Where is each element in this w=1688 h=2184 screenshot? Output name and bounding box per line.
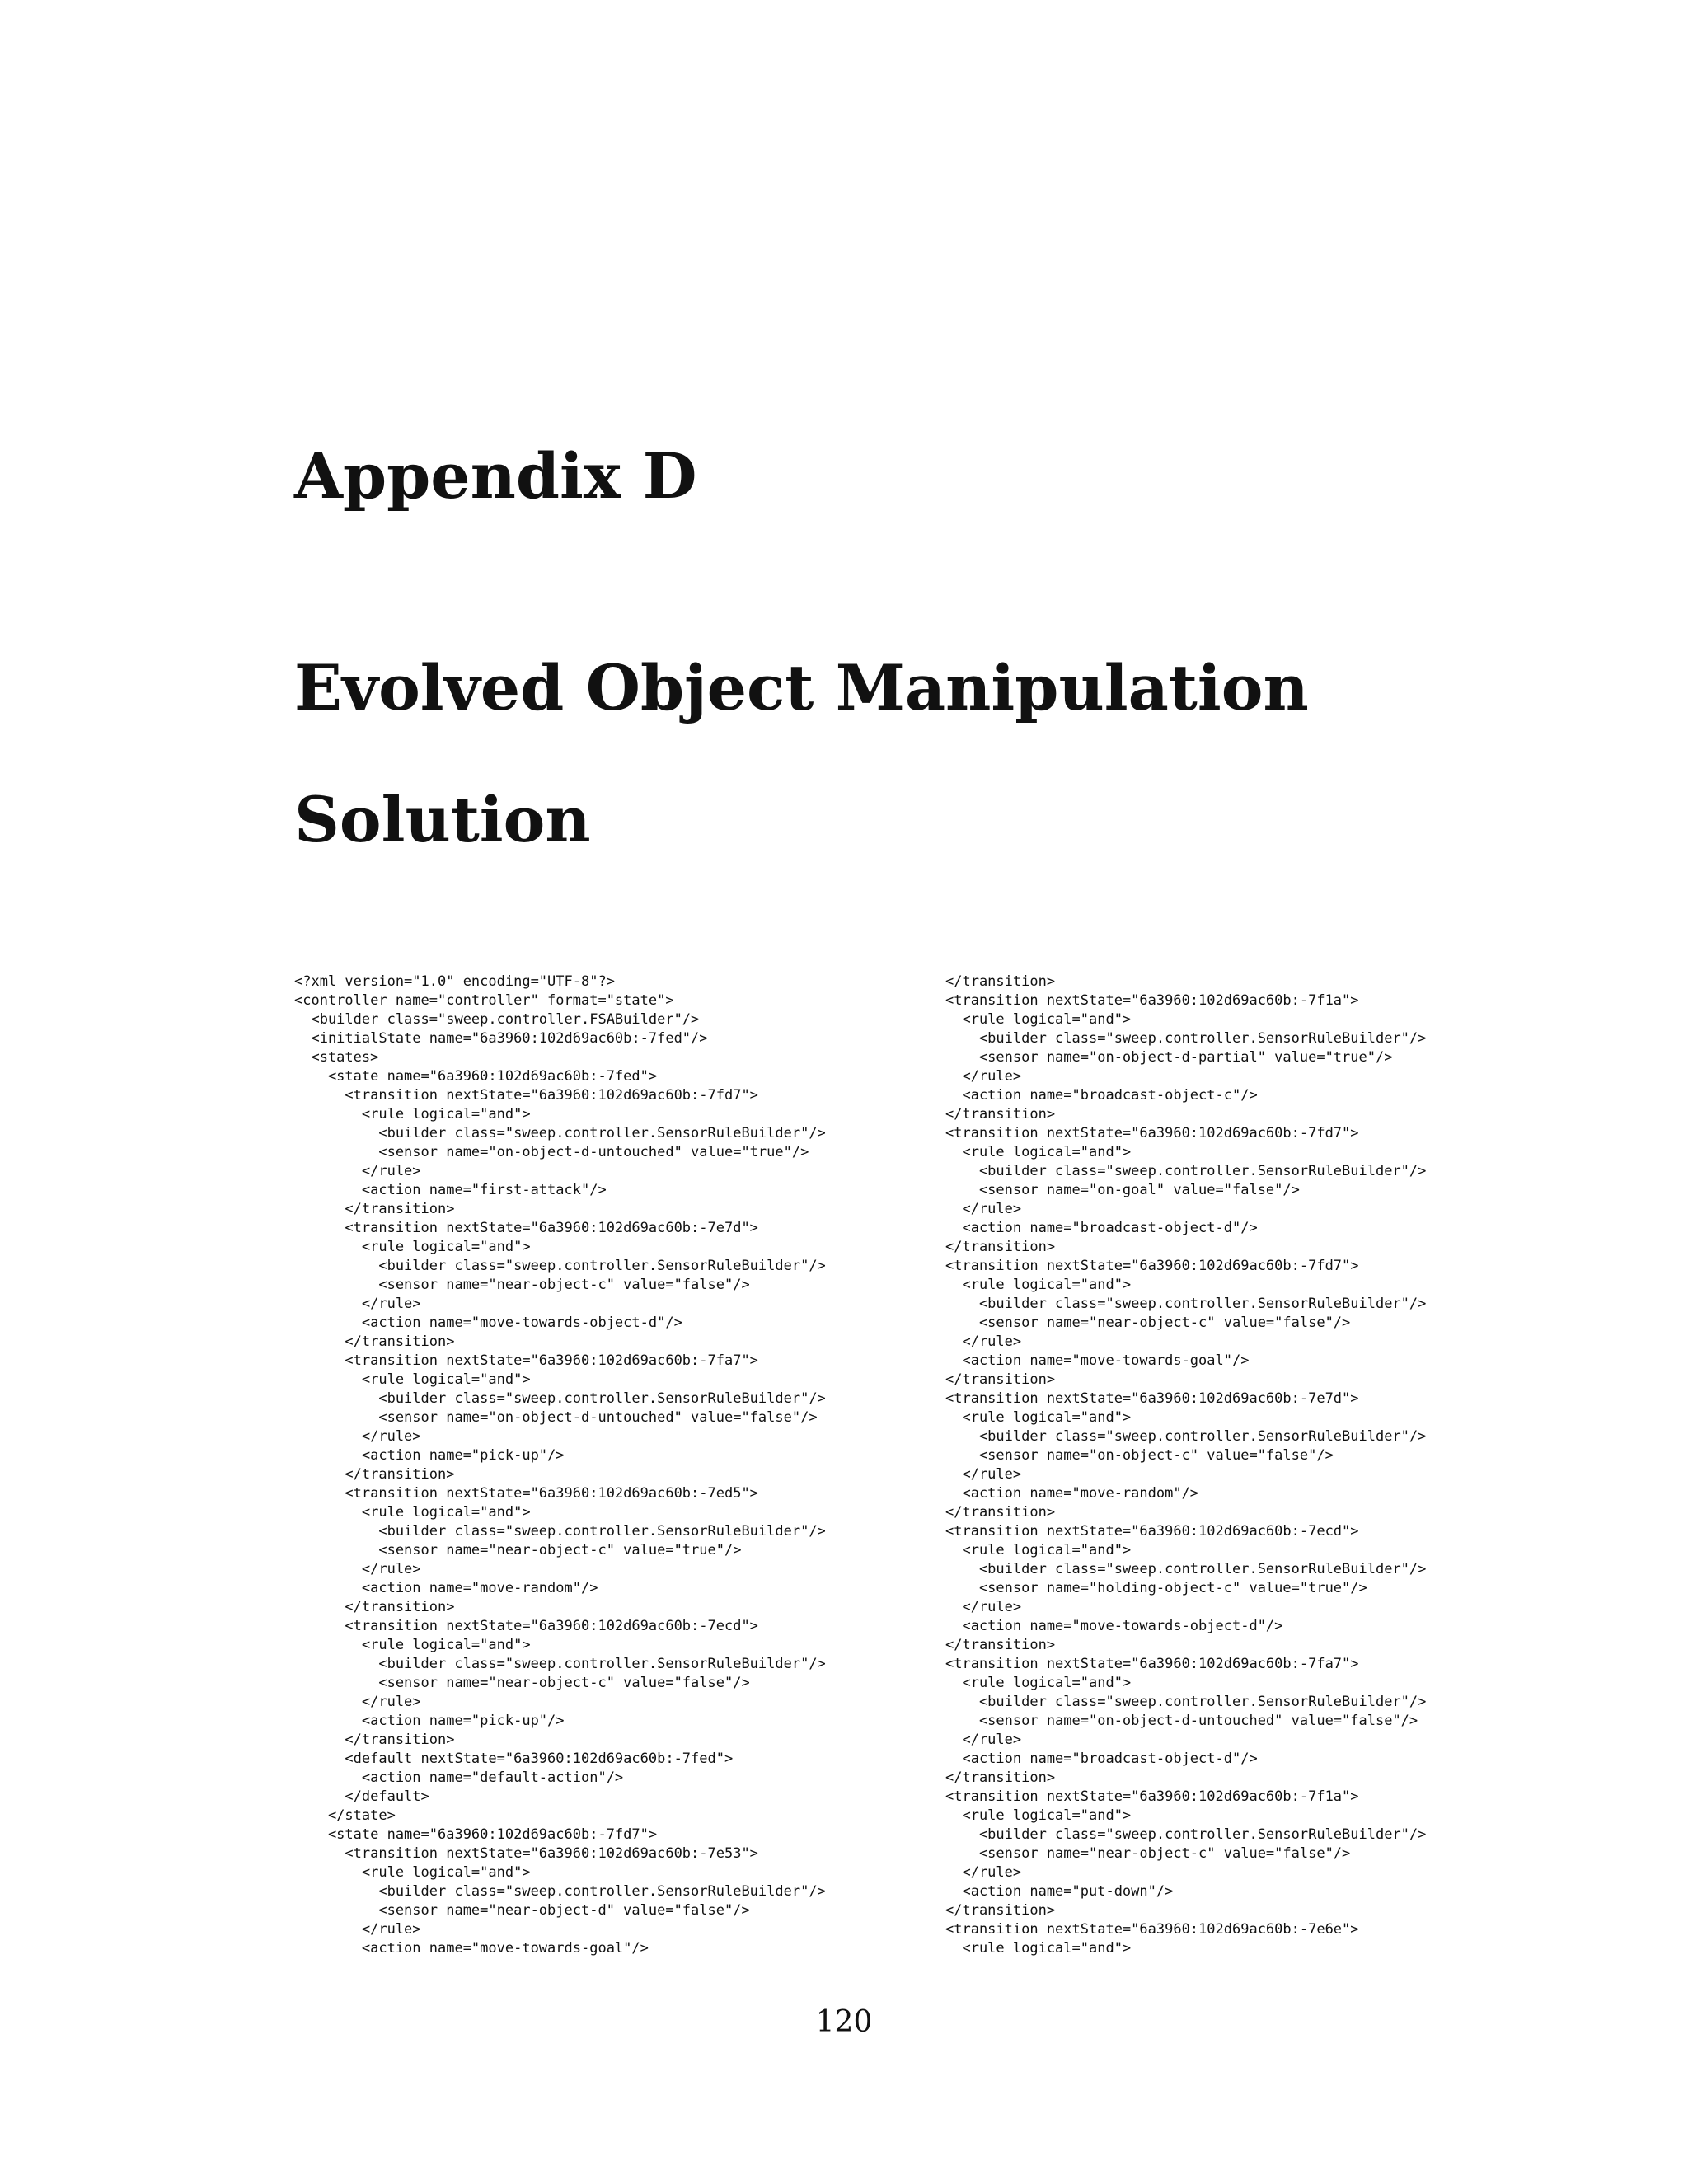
code-line: <rule logical="and"> [945,1011,1132,1028]
code-line: <rule logical="and"> [294,1864,531,1881]
code-line: <sensor name="near-object-c" value="false"/> [294,1277,750,1293]
code-line: <builder class="sweep.controller.SensorRuleBuilder"/> [945,1694,1427,1710]
code-line: <rule logical="and"> [945,1675,1132,1691]
code-line: </transition> [294,1201,455,1217]
appendix-label: Appendix D [294,439,697,513]
code-line: </rule> [945,1068,1022,1085]
code-line: <builder class="sweep.controller.SensorRuleBuilder"/> [294,1656,826,1672]
code-line: <sensor name="on-object-d-partial" value="true"/> [945,1049,1393,1066]
code-line: <rule logical="and"> [294,1637,531,1653]
code-line: </transition> [945,1504,1056,1521]
code-line: <builder class="sweep.controller.SensorRuleBuilder"/> [945,1826,1427,1843]
code-line: </rule> [945,1599,1022,1615]
code-line: <builder class="sweep.controller.SensorRuleBuilder"/> [294,1883,826,1900]
code-line: <transition nextState="6a3960:102d69ac60b:-7fa7"> [945,1656,1359,1672]
code-line: <action name="move-random"/> [294,1580,598,1596]
code-line: </transition> [294,1333,455,1350]
code-line: <action name="put-down"/> [945,1883,1174,1900]
page-number: 120 [815,2005,873,2039]
code-listing-left-column [294,972,921,1958]
code-line: <action name="pick-up"/> [294,1447,565,1464]
code-line: <transition nextState="6a3960:102d69ac60b:-7ecd"> [945,1523,1359,1540]
code-line: <transition nextState="6a3960:102d69ac60b:-7fd7"> [294,1087,758,1104]
code-line: <builder class="sweep.controller.SensorRuleBuilder"/> [945,1030,1427,1047]
code-line: </rule> [294,1163,421,1179]
code-line: <sensor name="on-goal" value="false"/> [945,1182,1300,1198]
code-line: <rule logical="and"> [294,1106,531,1122]
code-line: </rule> [945,1201,1022,1217]
code-line: <transition nextState="6a3960:102d69ac60b:-7e7d"> [945,1390,1359,1407]
code-line: <transition nextState="6a3960:102d69ac60b:-7ed5"> [294,1485,758,1502]
code-line: <default nextState="6a3960:102d69ac60b:-7fed"> [294,1750,734,1767]
code-line: <builder class="sweep.controller.FSABuilder"/> [294,1011,700,1028]
code-line: <rule logical="and"> [945,1277,1132,1293]
code-line: </rule> [294,1694,421,1710]
code-line: <transition nextState="6a3960:102d69ac60b:-7fd7"> [945,1258,1359,1274]
code-line: <action name="move-random"/> [945,1485,1199,1502]
code-line: <builder class="sweep.controller.SensorRuleBuilder"/> [294,1258,826,1274]
code-line: </transition> [945,973,1056,990]
code-line: <initialState name="6a3960:102d69ac60b:-7fed"/> [294,1030,708,1047]
code-line: </state> [294,1807,396,1824]
code-line: <builder class="sweep.controller.SensorRuleBuilder"/> [945,1163,1427,1179]
code-line: <action name="broadcast-object-d"/> [945,1750,1258,1767]
code-line: <?xml version="1.0" encoding="UTF-8"?> [294,973,615,990]
code-line: </rule> [294,1921,421,1938]
code-line: </rule> [294,1296,421,1312]
code-line: <builder class="sweep.controller.SensorRuleBuilder"/> [945,1561,1427,1577]
code-line: <state name="6a3960:102d69ac60b:-7fd7"> [294,1826,658,1843]
code-line: <sensor name="near-object-c" value="false"/> [294,1675,750,1691]
code-line: <action name="move-towards-object-d"/> [945,1618,1283,1634]
code-line: <builder class="sweep.controller.SensorRuleBuilder"/> [294,1125,826,1141]
code-line: <builder class="sweep.controller.SensorRuleBuilder"/> [294,1523,826,1540]
code-line: <states> [294,1049,379,1066]
code-line: </transition> [945,1371,1056,1388]
code-line: <action name="broadcast-object-c"/> [945,1087,1258,1104]
code-line: </transition> [945,1769,1056,1786]
code-line: <transition nextState="6a3960:102d69ac60b:-7f1a"> [945,992,1359,1009]
code-line: </rule> [945,1864,1022,1881]
code-line: </rule> [945,1466,1022,1483]
code-line: </default> [294,1788,429,1805]
code-line: </transition> [294,1599,455,1615]
code-line: <transition nextState="6a3960:102d69ac60b:-7e7d"> [294,1220,758,1236]
code-line: <rule logical="and"> [294,1504,531,1521]
code-line: <sensor name="near-object-c" value="false"/> [945,1845,1351,1862]
code-line: </transition> [945,1239,1056,1255]
code-line: <action name="broadcast-object-d"/> [945,1220,1258,1236]
code-line: </rule> [945,1732,1022,1748]
code-line: <rule logical="and"> [945,1409,1132,1426]
code-line: <action name="move-towards-goal"/> [945,1352,1250,1369]
code-line: <action name="move-towards-goal"/> [294,1940,649,1957]
code-line: <transition nextState="6a3960:102d69ac60b:-7fa7"> [294,1352,758,1369]
code-line: <sensor name="on-object-d-untouched" value="false"/> [945,1713,1418,1729]
code-line: </transition> [294,1732,455,1748]
code-line: <sensor name="holding-object-c" value="true"/> [945,1580,1367,1596]
code-line: </transition> [945,1106,1056,1122]
code-line: <sensor name="on-object-d-untouched" value="false"/> [294,1409,818,1426]
code-line: <rule logical="and"> [945,1542,1132,1558]
code-line: </transition> [294,1466,455,1483]
code-line: <builder class="sweep.controller.SensorRuleBuilder"/> [945,1428,1427,1445]
code-line: <action name="pick-up"/> [294,1713,565,1729]
chapter-title-line: Solution [294,783,591,856]
code-line: <transition nextState="6a3960:102d69ac60b:-7f1a"> [945,1788,1359,1805]
code-line: <rule logical="and"> [294,1371,531,1388]
code-line: <transition nextState="6a3960:102d69ac60b:-7fd7"> [945,1125,1359,1141]
code-line: <action name="move-towards-object-d"/> [294,1315,682,1331]
code-line: <rule logical="and"> [945,1144,1132,1160]
code-line: <sensor name="near-object-c" value="true"/> [294,1542,742,1558]
code-listing-right-column [945,972,1605,1958]
code-line: <sensor name="on-object-d-untouched" value="true"/> [294,1144,809,1160]
chapter-title-line: Evolved Object Manipulation [294,651,1309,724]
code-line: <action name="first-attack"/> [294,1182,607,1198]
code-line: <transition nextState="6a3960:102d69ac60b:-7e53"> [294,1845,758,1862]
code-line: <sensor name="near-object-c" value="false"/> [945,1315,1351,1331]
code-line: <builder class="sweep.controller.SensorRuleBuilder"/> [945,1296,1427,1312]
code-line: <controller name="controller" format="state"> [294,992,674,1009]
code-line: <action name="default-action"/> [294,1769,624,1786]
code-line: <transition nextState="6a3960:102d69ac60b:-7ecd"> [294,1618,758,1634]
code-line: </rule> [294,1428,421,1445]
code-line: <rule logical="and"> [945,1807,1132,1824]
code-line: </transition> [945,1902,1056,1919]
code-line: <sensor name="on-object-c" value="false"/> [945,1447,1334,1464]
code-line: </transition> [945,1637,1056,1653]
code-line: </rule> [294,1561,421,1577]
code-line: </rule> [945,1333,1022,1350]
code-line: <state name="6a3960:102d69ac60b:-7fed"> [294,1068,658,1085]
code-line: <rule logical="and"> [945,1940,1132,1957]
code-line: <sensor name="near-object-d" value="false"/> [294,1902,750,1919]
code-line: <rule logical="and"> [294,1239,531,1255]
code-line: <transition nextState="6a3960:102d69ac60b:-7e6e"> [945,1921,1359,1938]
chapter-title [294,622,1309,886]
code-line: <builder class="sweep.controller.SensorRuleBuilder"/> [294,1390,826,1407]
